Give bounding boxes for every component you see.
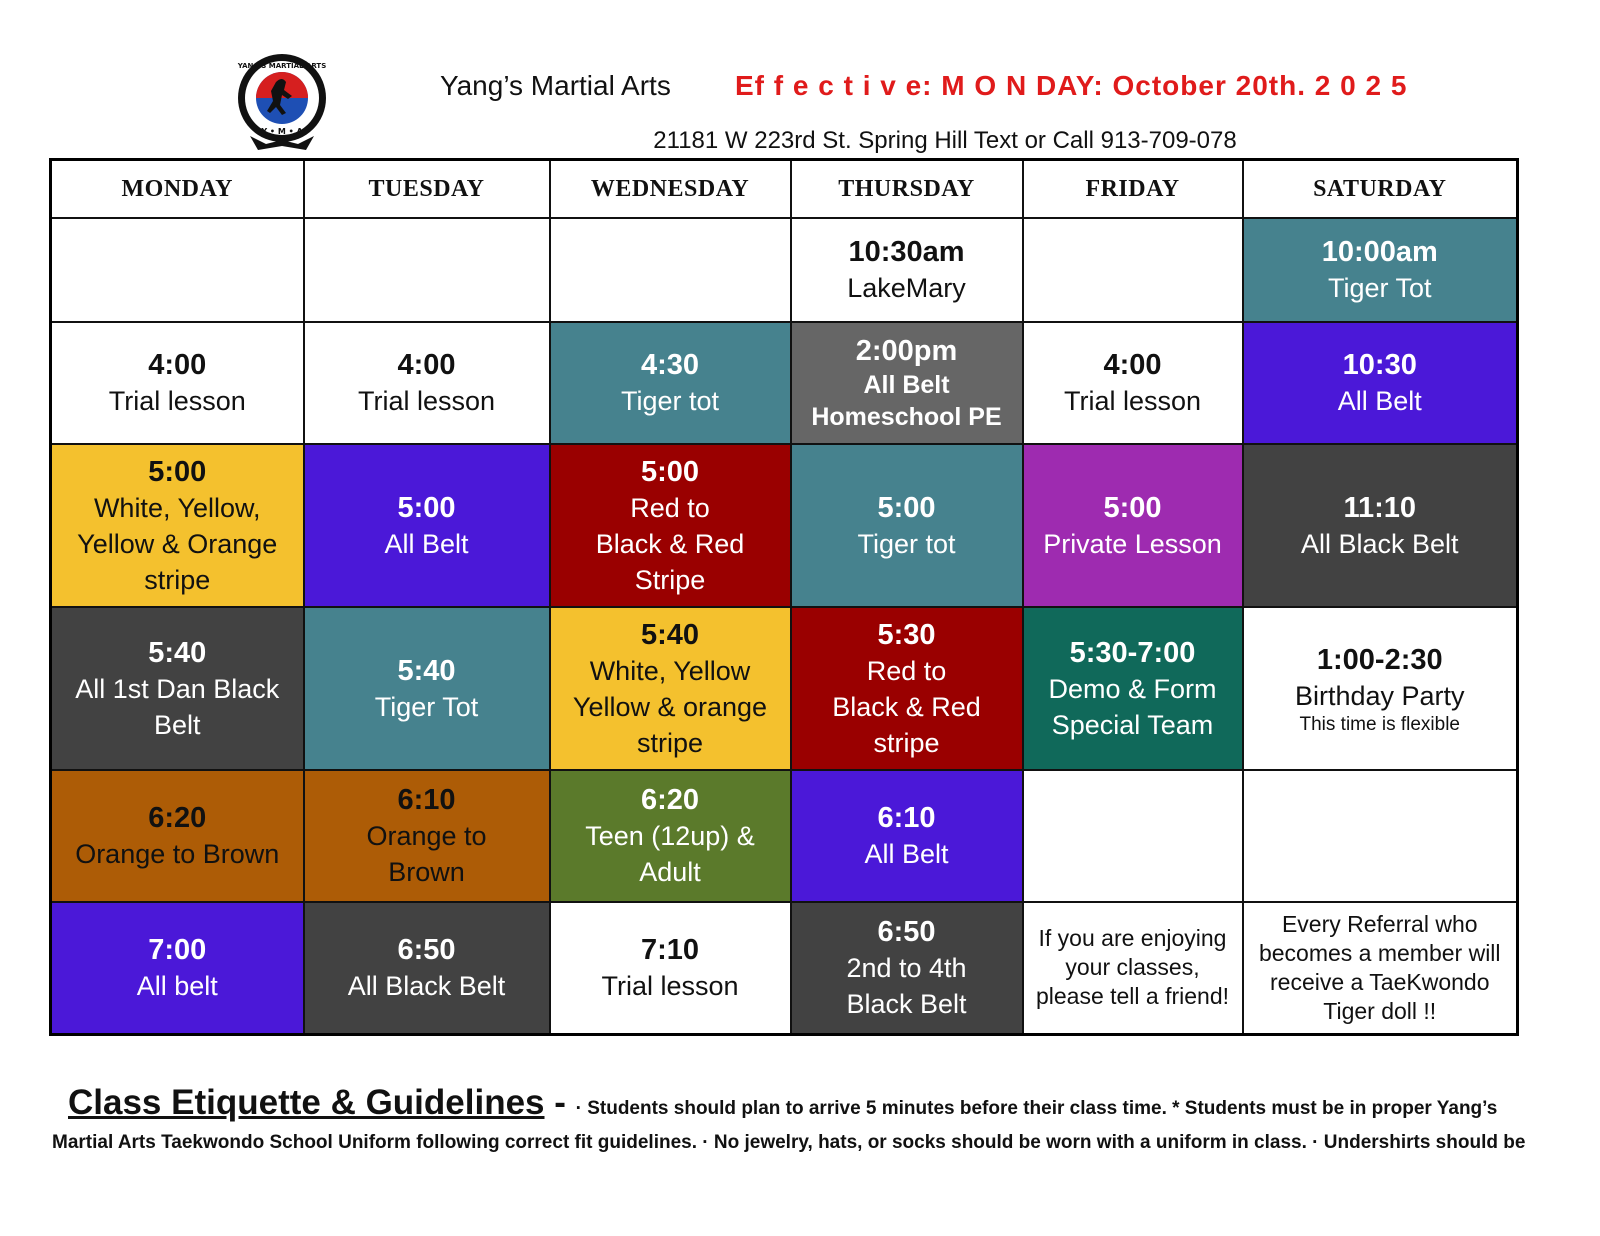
class-time: 4:00	[397, 349, 456, 381]
class-time: 6:20	[148, 802, 207, 834]
class-description: Yellow & Orange	[77, 528, 278, 559]
class-guidelines	[52, 1083, 1552, 1160]
svg-text:Y • M • A: Y • M • A	[261, 127, 303, 136]
schedule-row	[51, 902, 1518, 1034]
class-slot	[791, 902, 1023, 1034]
class-slot	[550, 322, 791, 444]
class-description: All Belt	[863, 371, 950, 399]
class-slot	[51, 770, 304, 902]
empty-slot	[304, 218, 550, 322]
class-time: 10:30am	[848, 236, 965, 268]
class-description: Black & Red	[832, 691, 981, 722]
class-time: 5:40	[148, 636, 207, 669]
class-description: Orange to Brown	[75, 839, 280, 869]
class-description: stripe	[144, 564, 211, 595]
class-description: Adult	[639, 857, 701, 887]
class-description: 2nd to 4th	[846, 952, 967, 983]
class-time: 5:00	[1103, 491, 1162, 524]
class-slot	[1023, 322, 1243, 444]
class-description: Red to	[866, 655, 947, 686]
class-description: Demo & Form	[1048, 673, 1217, 704]
class-description: Red to	[630, 492, 710, 523]
class-schedule-table	[49, 158, 1519, 1036]
class-slot	[1243, 322, 1518, 444]
empty-slot	[51, 218, 304, 322]
class-slot	[550, 607, 791, 770]
class-time: 4:00	[148, 349, 207, 381]
class-time: 5:30	[877, 618, 936, 651]
class-description: stripe	[873, 727, 940, 758]
class-slot	[1243, 218, 1518, 322]
class-slot	[550, 902, 791, 1034]
class-slot	[304, 902, 550, 1034]
class-slot	[304, 770, 550, 902]
class-description: White, Yellow,	[93, 492, 261, 523]
guidelines-text: · Students should plan to arrive 5 minutes before their class time. * Students must be in proper Yang’s Martial Arts Taekwondo School Uniform following correct fit guidelines. · No jewelry, hats, or socks should be worn with a uniform in class. · Undershirts should be	[52, 1098, 1526, 1153]
class-slot	[550, 444, 791, 607]
class-time: 5:00	[877, 491, 936, 524]
class-description: Homeschool PE	[811, 403, 1002, 431]
class-time: 6:50	[877, 915, 936, 948]
class-description: All Belt	[864, 839, 949, 869]
class-description: Trial lesson	[601, 970, 739, 1001]
class-description: Birthday Party	[1294, 680, 1465, 711]
class-time: 5:00	[148, 455, 207, 488]
class-slot	[1243, 607, 1518, 770]
class-time: 5:00	[397, 491, 456, 524]
class-slot	[791, 444, 1023, 607]
class-description: stripe	[636, 727, 704, 758]
class-slot	[51, 444, 304, 607]
day-header: THURSDAY	[791, 160, 1023, 219]
empty-slot	[1023, 770, 1243, 902]
class-description: Tiger Tot	[374, 691, 479, 722]
schedule-row	[51, 322, 1518, 444]
class-description: All Black Belt	[1300, 528, 1459, 559]
class-description: If you are enjoying your classes, please tell a friend!	[1035, 925, 1230, 1010]
schedule-row	[51, 607, 1518, 770]
class-description: Orange to	[366, 821, 487, 851]
class-time: 5:00	[640, 455, 700, 488]
class-time: 6:10	[877, 802, 936, 834]
class-time: 5:40	[640, 618, 700, 651]
class-slot	[1023, 607, 1243, 770]
class-description: Black & Red	[595, 528, 745, 559]
class-slot	[550, 770, 791, 902]
class-slot	[304, 444, 550, 607]
class-time: 5:30-7:00	[1069, 636, 1196, 669]
class-description: Belt	[153, 709, 201, 740]
day-header: MONDAY	[51, 160, 304, 219]
class-slot	[1023, 902, 1243, 1034]
empty-slot	[1243, 770, 1518, 902]
school-name: Yang’s Martial Arts	[440, 70, 671, 101]
class-slot	[51, 322, 304, 444]
class-description: Stripe	[634, 564, 706, 595]
class-description: Brown	[388, 857, 465, 887]
class-slot	[791, 322, 1023, 444]
class-time: 10:00am	[1321, 236, 1438, 268]
school-address: 21181 W 223rd St. Spring Hill Text or Call 913-709-078	[653, 127, 1237, 154]
svg-text:YANG'S MARTIAL ARTS: YANG'S MARTIAL ARTS	[237, 62, 327, 70]
class-time: 1:00-2:30	[1316, 643, 1443, 676]
class-time: 11:10	[1343, 491, 1417, 524]
class-slot	[1243, 444, 1518, 607]
empty-slot	[550, 218, 791, 322]
class-description: All belt	[136, 970, 218, 1001]
class-slot	[791, 218, 1023, 322]
class-time: 6:50	[397, 933, 456, 966]
class-slot	[1023, 444, 1243, 607]
day-header: WEDNESDAY	[550, 160, 791, 219]
class-slot	[791, 770, 1023, 902]
class-time: 2:00pm	[855, 335, 958, 367]
class-description: All 1st Dan Black	[75, 673, 280, 704]
class-slot	[304, 322, 550, 444]
class-note: This time is flexible	[1299, 713, 1460, 735]
schedule-row	[51, 444, 1518, 607]
class-slot	[1243, 902, 1518, 1034]
class-description: All Belt	[384, 528, 469, 559]
class-slot	[304, 607, 550, 770]
class-time: 7:00	[148, 933, 207, 966]
schedule-body	[51, 218, 1518, 1034]
class-description: Special Team	[1051, 709, 1214, 740]
class-time: 5:40	[397, 654, 456, 687]
class-time: 10:30	[1342, 349, 1417, 381]
class-time: 4:00	[1103, 349, 1162, 381]
class-time: 6:10	[397, 784, 456, 816]
class-description: Tiger tot	[857, 528, 956, 559]
class-description: All Black Belt	[347, 970, 506, 1001]
class-description: LakeMary	[847, 273, 966, 303]
guidelines-title: Class Etiquette & Guidelines	[68, 1083, 545, 1122]
day-header: SATURDAY	[1243, 160, 1518, 219]
class-description: Trial lesson	[108, 386, 246, 416]
class-description: Every Referral who becomes a member will receive a TaeKwondo Tiger doll !!	[1258, 910, 1501, 1024]
schedule-row	[51, 218, 1518, 322]
class-description: Private Lesson	[1043, 528, 1222, 559]
class-description: Trial lesson	[1063, 386, 1202, 416]
day-header: FRIDAY	[1023, 160, 1243, 219]
class-slot	[51, 607, 304, 770]
day-header: TUESDAY	[304, 160, 550, 219]
class-description: Tiger Tot	[1327, 273, 1432, 303]
effective-date: Ef f e c t i v e: M O N DAY: October 20th. 2 0 2 5	[735, 70, 1408, 101]
class-description: All Belt	[1337, 386, 1422, 416]
day-header-row	[51, 160, 1518, 219]
class-description: Trial lesson	[357, 386, 496, 416]
class-time: 7:10	[640, 933, 700, 966]
class-slot	[791, 607, 1023, 770]
class-description: Tiger tot	[620, 386, 720, 416]
class-description: Teen (12up) &	[585, 821, 755, 851]
class-description: Yellow & orange	[572, 691, 768, 722]
class-description: White, Yellow	[589, 655, 751, 686]
schedule-row	[51, 770, 1518, 902]
guidelines-dash: -	[544, 1083, 576, 1122]
class-slot	[51, 902, 304, 1034]
empty-slot	[1023, 218, 1243, 322]
class-time: 4:30	[640, 349, 700, 381]
class-time: 6:20	[640, 784, 700, 816]
class-description: Black Belt	[846, 988, 967, 1019]
